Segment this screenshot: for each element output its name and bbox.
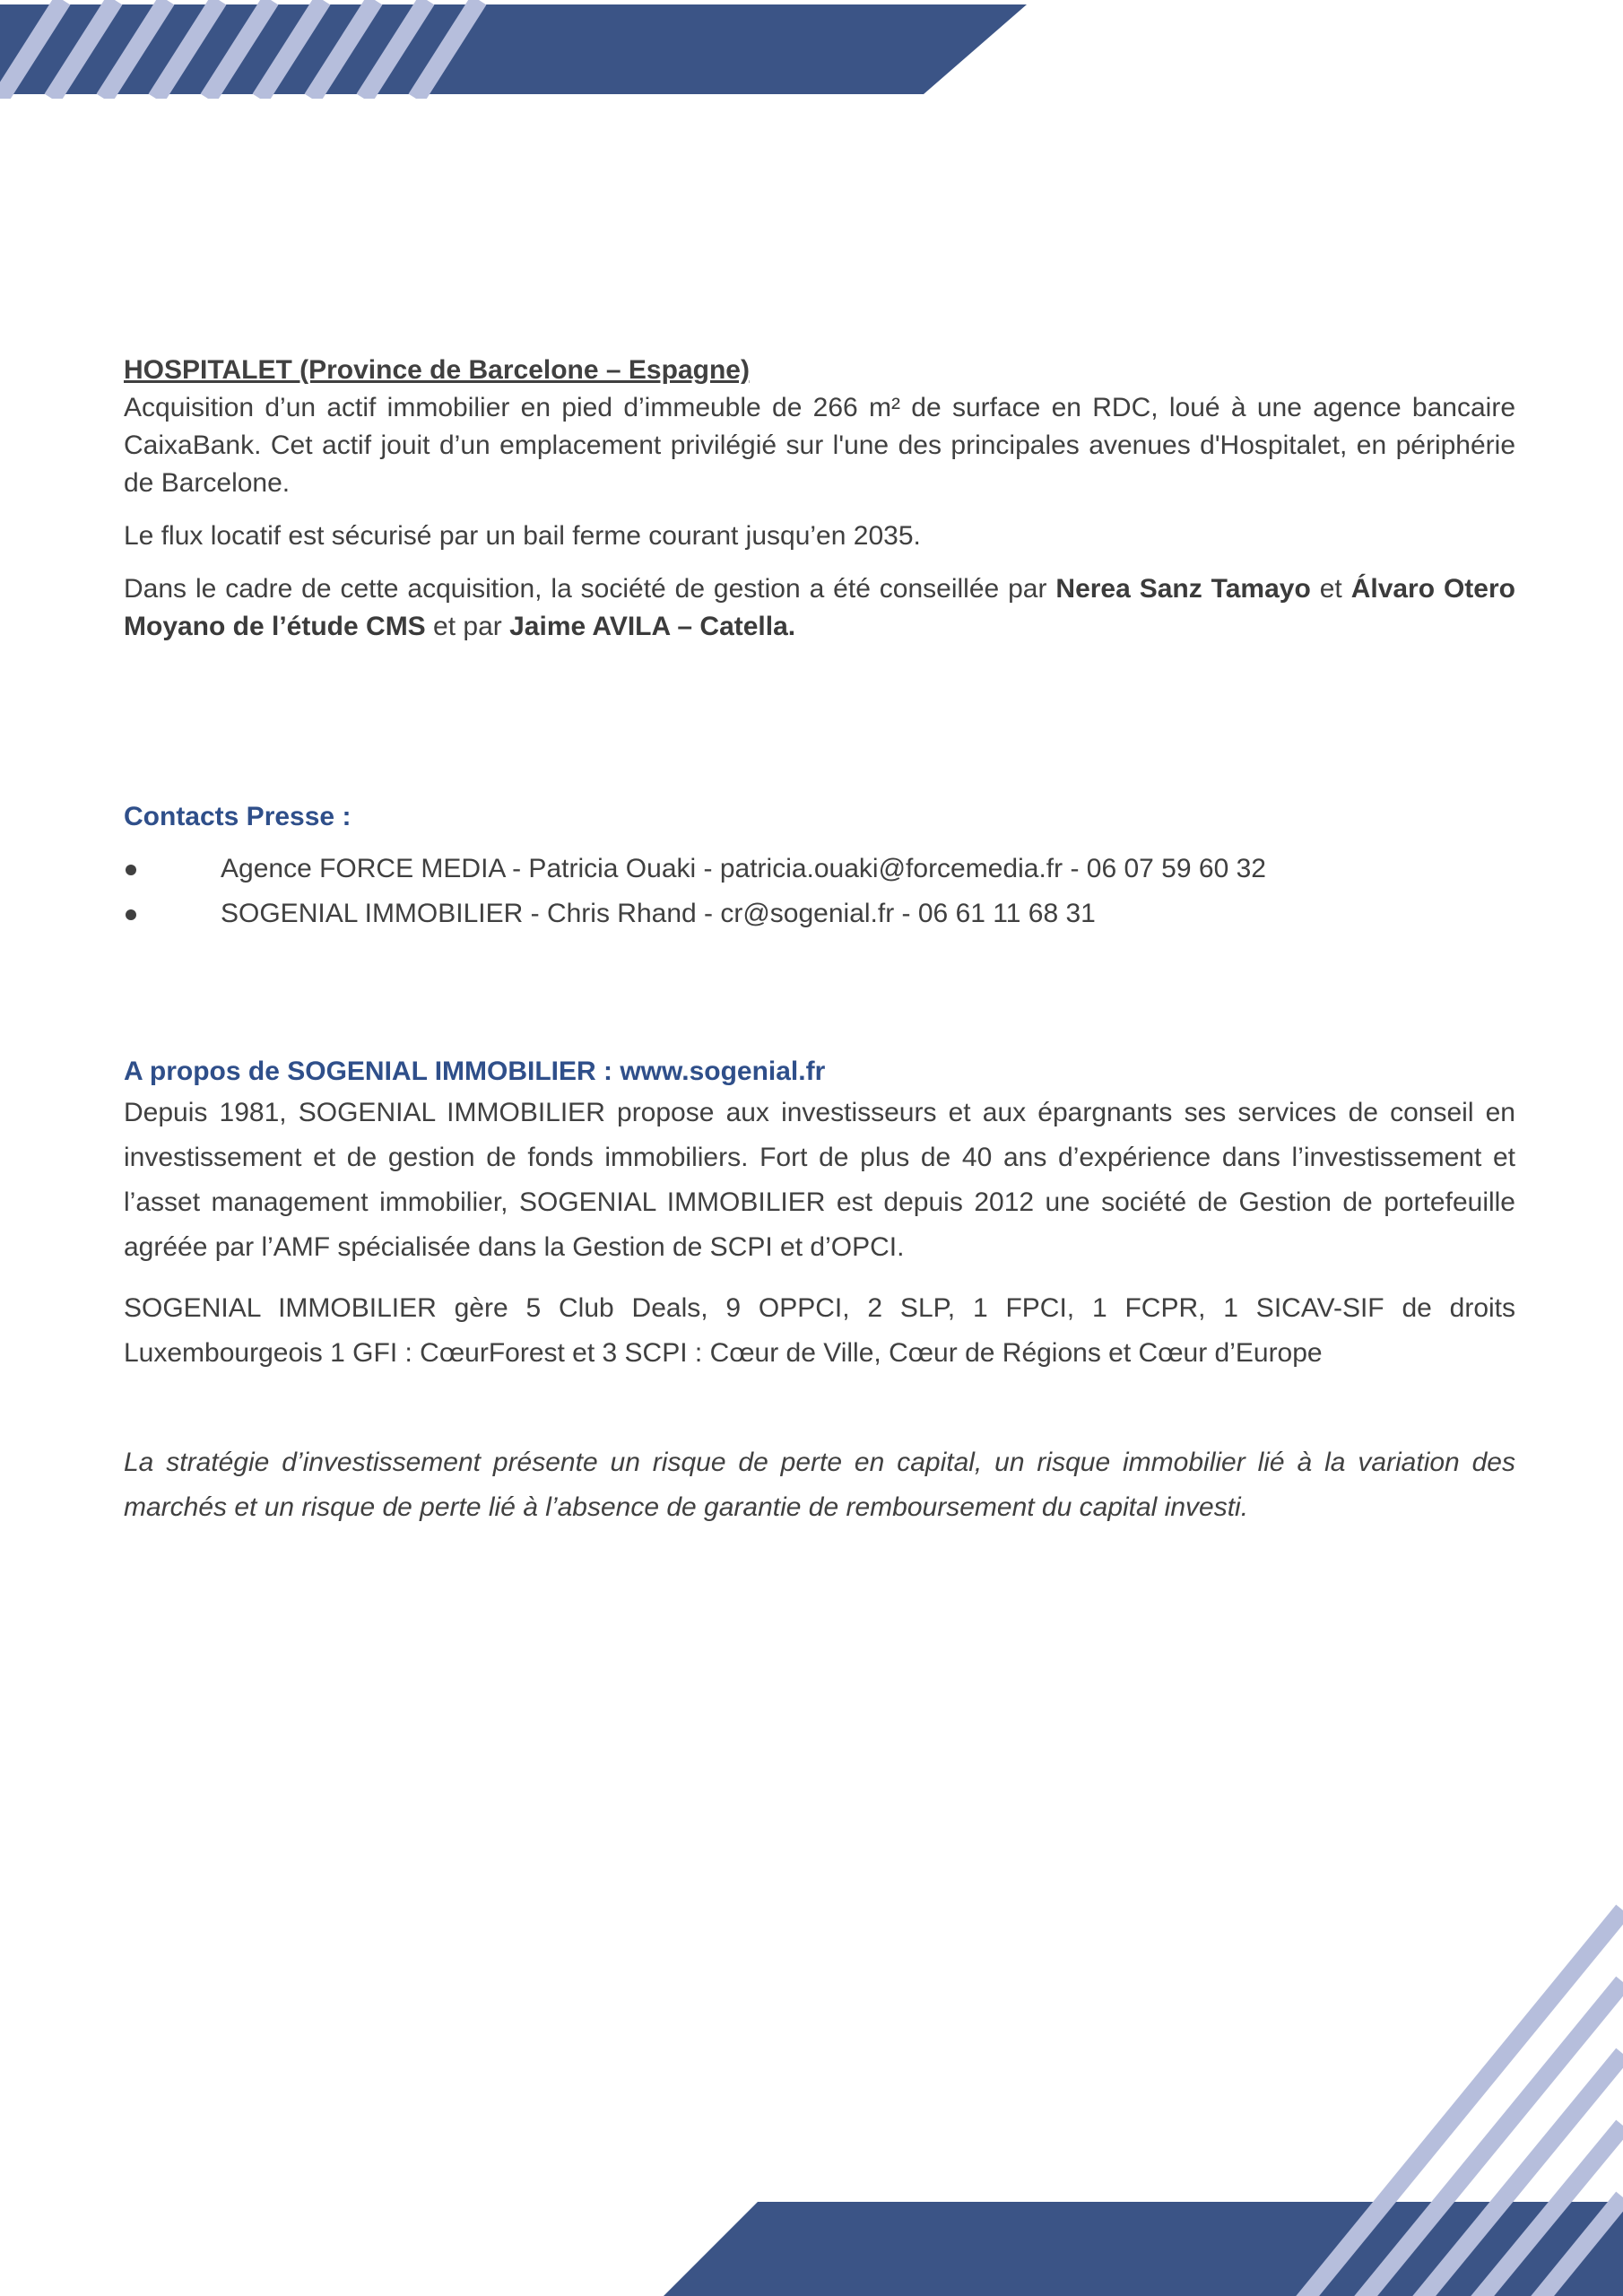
hospitalet-title: HOSPITALET (Province de Barcelone – Espagne)	[124, 355, 750, 385]
contacts-list	[124, 847, 1515, 936]
advisor-1: Nerea Sanz Tamayo	[1055, 574, 1311, 604]
contacts-section	[124, 798, 1515, 936]
hospitalet-section	[124, 352, 1515, 646]
risk-disclaimer: La stratégie d’investissement présente un risque de perte en capital, un risque immobilier lié à la variation des marchés et un risque de perte lié à l’absence de garantie de remboursement du capital investi.	[124, 1448, 1515, 1522]
contacts-title: Contacts Presse :	[124, 802, 352, 831]
about-paragraph-2: SOGENIAL IMMOBILIER gère 5 Club Deals, 9 OPPCI, 2 SLP, 1 FPCI, 1 FCPR, 1 SICAV-SIF de droits Luxembourgeois 1 GFI : CœurForest et 3 SCPI : Cœur de Ville, Cœur de Régions et Cœur d’Europe	[124, 1293, 1515, 1368]
contact-text: Agence FORCE MEDIA - Patricia Ouaki - patricia.ouaki@forcemedia.fr - 06 07 59 60 32	[221, 854, 1266, 883]
bullet-icon	[126, 865, 136, 875]
advisor-2: Álvaro Otero Moyano de l’étude CMS	[124, 574, 1515, 641]
disclaimer-section	[124, 1440, 1515, 1530]
hospitalet-paragraph-3	[124, 570, 1515, 646]
about-title: A propos de SOGENIAL IMMOBILIER : www.sogenial.fr	[124, 1057, 826, 1086]
contact-item	[124, 891, 1515, 936]
hospitalet-paragraph-2: Le flux locatif est sécurisé par un bail ferme courant jusqu’en 2035.	[124, 521, 921, 551]
about-section	[124, 1053, 1515, 1376]
advisors-intro: Dans le cadre de cette acquisition, la société de gestion a été conseillée par	[124, 574, 1047, 604]
contact-item	[124, 847, 1515, 891]
hospitalet-paragraph-1: Acquisition d’un actif immobilier en pied d’immeuble de 266 m² de surface en RDC, loué à une agence bancaire CaixaBank. Cet actif jouit d’un emplacement privilégié sur l'une des principales avenues d'Hospitalet, en périphérie de Barcelone.	[124, 393, 1515, 498]
advisor-3: Jaime AVILA – Catella.	[509, 612, 796, 641]
contact-text: SOGENIAL IMMOBILIER - Chris Rhand - cr@sogenial.fr - 06 61 11 68 31	[221, 899, 1096, 928]
about-paragraph-1: Depuis 1981, SOGENIAL IMMOBILIER propose aux investisseurs et aux épargnants ses services de conseil en investissement et de gestion de fonds immobiliers. Fort de plus de 40 ans d’expérience dans l’investissement et l’asset management immobilier, SOGENIAL IMMOBILIER est depuis 2012 une société de Gestion de portefeuille agréée par l’AMF spécialisée dans la Gestion de SCPI et d’OPCI.	[124, 1098, 1515, 1262]
bullet-icon	[126, 909, 136, 920]
advisors-and-by: et par	[433, 612, 502, 641]
advisors-and: et	[1319, 574, 1342, 604]
